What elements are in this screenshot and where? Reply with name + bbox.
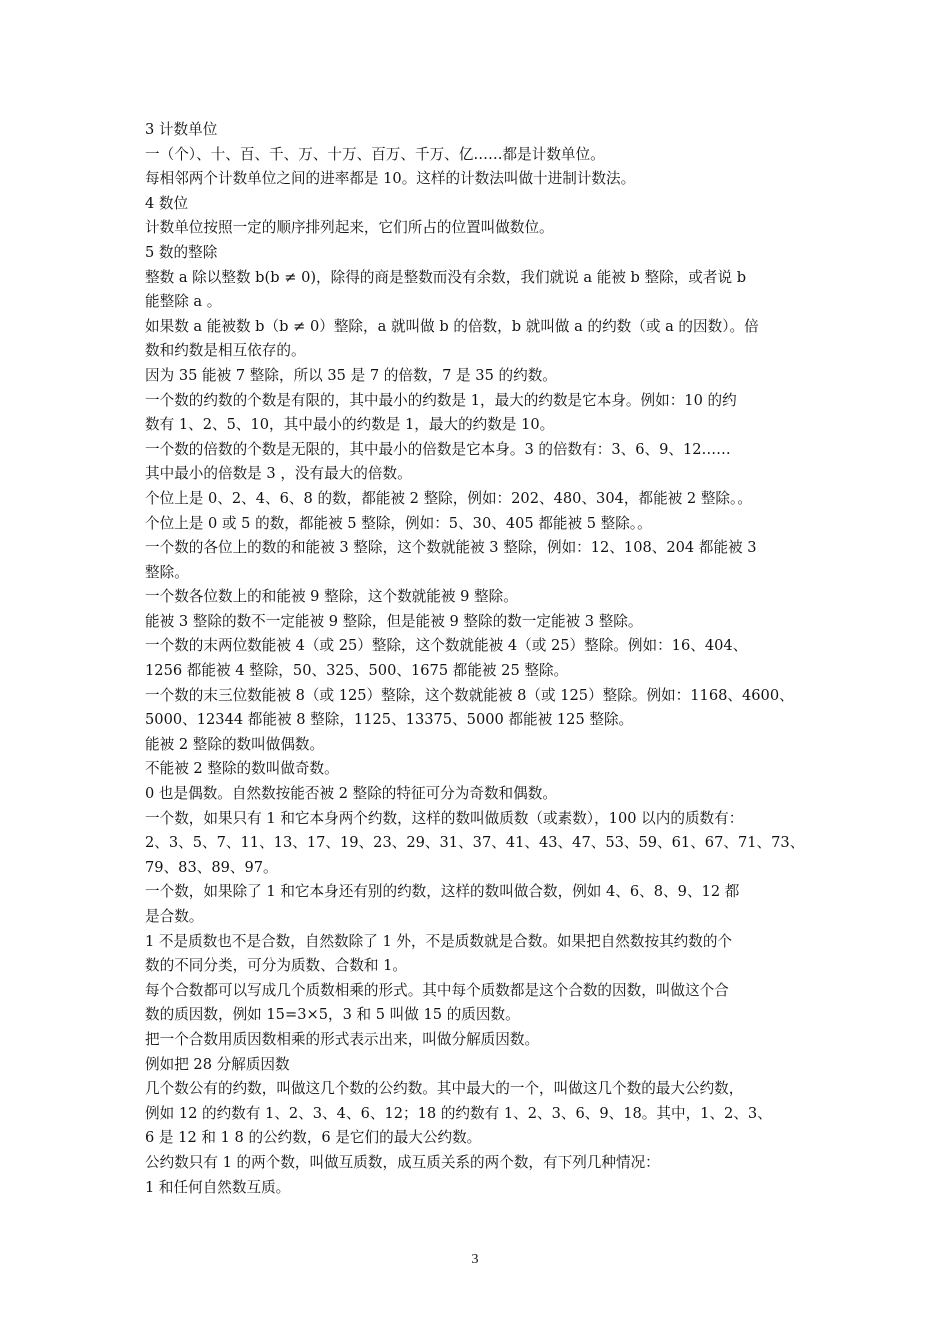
text-line: 1256 都能被 4 整除，50、325、500、1675 都能被 25 整除。	[145, 662, 569, 680]
text-line: 不能被 2 整除的数叫做奇数。	[145, 760, 339, 778]
text-line: 数的质因数，例如 15=3×5，3 和 5 叫做 15 的质因数。	[145, 1006, 520, 1024]
text-line: 数和约数是相互依存的。	[145, 342, 306, 360]
page-number: 3	[471, 1252, 479, 1267]
text-line: 数有 1、2、5、10，其中最小的约数是 1，最大的约数是 10。	[145, 416, 555, 434]
text-line: 一个数的约数的个数是有限的，其中最小的约数是 1，最大的约数是它本身。例如：10 的约	[145, 391, 737, 409]
text-line: 一个数的末三位数能被 8（或 125）整除，这个数就能被 8（或 125）整除。例如：1168、4600、	[145, 686, 794, 704]
text-line: 其中最小的倍数是 3 ，没有最大的倍数。	[145, 465, 412, 483]
text-line: 1 不是质数也不是合数，自然数除了 1 外，不是质数就是合数。如果把自然数按其约数的个	[145, 932, 733, 950]
text-line: 79、83、89、97。	[145, 858, 278, 876]
text-line: 计数单位按照一定的顺序排列起来，它们所占的位置叫做数位。	[145, 219, 554, 237]
text-line: 一个数各位数上的和能被 9 整除，这个数就能被 9 整除。	[145, 588, 518, 606]
text-line: 4 数位	[145, 194, 189, 212]
text-line: 一个数的倍数的个数是无限的，其中最小的倍数是它本身。3 的倍数有：3、6、9、12……	[145, 440, 731, 458]
text-line: 能整除 a 。	[145, 293, 222, 311]
text-line: 几个数公有的约数，叫做这几个数的公约数。其中最大的一个，叫做这几个数的最大公约数，	[145, 1080, 744, 1098]
text-line: 一个数，如果只有 1 和它本身两个约数，这样的数叫做质数（或素数），100 以内的质数有：	[145, 809, 744, 827]
text-line: 每相邻两个计数单位之间的进率都是 10。这样的计数法叫做十进制计数法。	[145, 170, 636, 188]
text-line: 5000、12344 都能被 8 整除，1125、13375、5000 都能被 125 整除。	[145, 711, 634, 729]
text-line: 例如 12 的约数有 1、2、3、4、6、12；18 的约数有 1、2、3、6、9、18。其中，1、2、3、	[145, 1104, 772, 1122]
text-line: 2、3、5、7、11、13、17、19、23、29、31、37、41、43、47、53、59、61、67、71、73、	[145, 834, 805, 852]
text-line: 是合数。	[145, 908, 204, 925]
text-line: 公约数只有 1 的两个数，叫做互质数，成互质关系的两个数，有下列几种情况：	[145, 1153, 660, 1171]
text-line: 3 计数单位	[145, 121, 218, 138]
text-line: 能被 2 整除的数叫做偶数。	[145, 735, 325, 753]
text-line: 一个数的各位上的数的和能被 3 整除，这个数就能被 3 整除，例如：12、108、204 都能被 3	[145, 539, 757, 557]
text-line: 5 数的整除	[145, 243, 218, 261]
text-line: 例如把 28 分解质因数	[145, 1055, 290, 1073]
text-line: 每个合数都可以写成几个质数相乘的形式。其中每个质数都是这个合数的因数，叫做这个合	[145, 981, 729, 999]
text-line: 整除。	[145, 563, 189, 581]
text-line: 0 也是偶数。自然数按能否被 2 整除的特征可分为奇数和偶数。	[145, 785, 557, 803]
text-line: 如果数 a 能被数 b（b ≠ 0）整除，a 就叫做 b 的倍数，b 就叫做 a 的约数（或 a 的因数）。倍	[145, 317, 759, 335]
document-body	[145, 118, 813, 1200]
text-line: 把一个合数用质因数相乘的形式表示出来，叫做分解质因数。	[145, 1030, 540, 1048]
text-line: 数的不同分类，可分为质数、合数和 1。	[145, 957, 408, 975]
text-line: 1 和任何自然数互质。	[145, 1178, 291, 1196]
text-line: 个位上是 0 或 5 的数，都能被 5 整除，例如：5、30、405 都能被 5 整除。。	[145, 514, 652, 532]
text-line: 整数 a 除以整数 b(b ≠ 0)，除得的商是整数而没有余数，我们就说 a 能被 b 整除，或者说 b	[145, 268, 747, 286]
text-line: 一（个）、十、百、千、万、十万、百万、千万、亿……都是计数单位。	[145, 145, 605, 163]
text-line: 一个数，如果除了 1 和它本身还有别的约数，这样的数叫做合数，例如 4、6、8、9、12 都	[145, 883, 740, 901]
text-line: 6 是 12 和 1 8 的公约数，6 是它们的最大公约数。	[145, 1129, 482, 1147]
text-line: 一个数的末两位数能被 4（或 25）整除，这个数就能被 4（或 25）整除。例如：16、404、	[145, 637, 748, 655]
text-line: 个位上是 0、2、4、6、8 的数，都能被 2 整除，例如：202、480、304，都能被 2 整除。。	[145, 489, 752, 507]
text-line: 因为 35 能被 7 整除，所以 35 是 7 的倍数，7 是 35 的约数。	[145, 366, 557, 384]
text-line: 能被 3 整除的数不一定能被 9 整除，但是能被 9 整除的数一定能被 3 整除。	[145, 612, 643, 630]
